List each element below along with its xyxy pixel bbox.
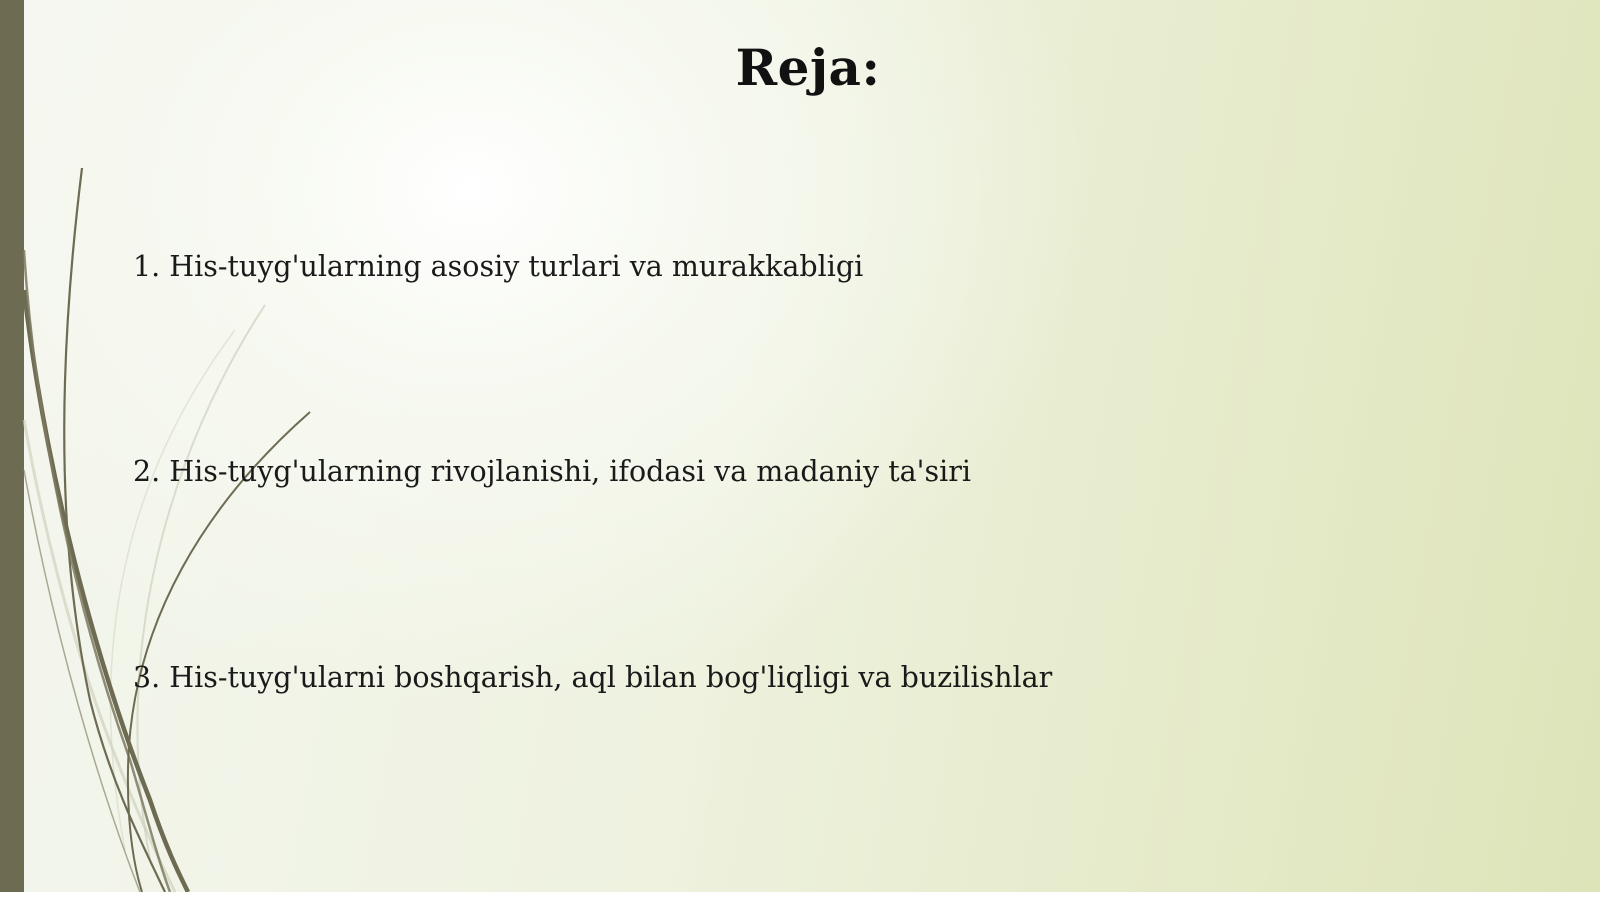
slide-title-text: Reja: [735, 38, 881, 97]
bottom-edge [0, 892, 1600, 899]
plan-item-2: 2. His-tuyg'ularning rivojlanishi, ifodasi va madaniy ta'siri [133, 455, 971, 488]
plan-item-3: 3. His-tuyg'ularni boshqarish, aql bilan bog'liqligi va buzilishlar [133, 661, 1053, 694]
plan-item-1: 1. His-tuyg'ularning asosiy turlari va murakkabligi [133, 250, 864, 283]
slide-title [0, 38, 1600, 97]
